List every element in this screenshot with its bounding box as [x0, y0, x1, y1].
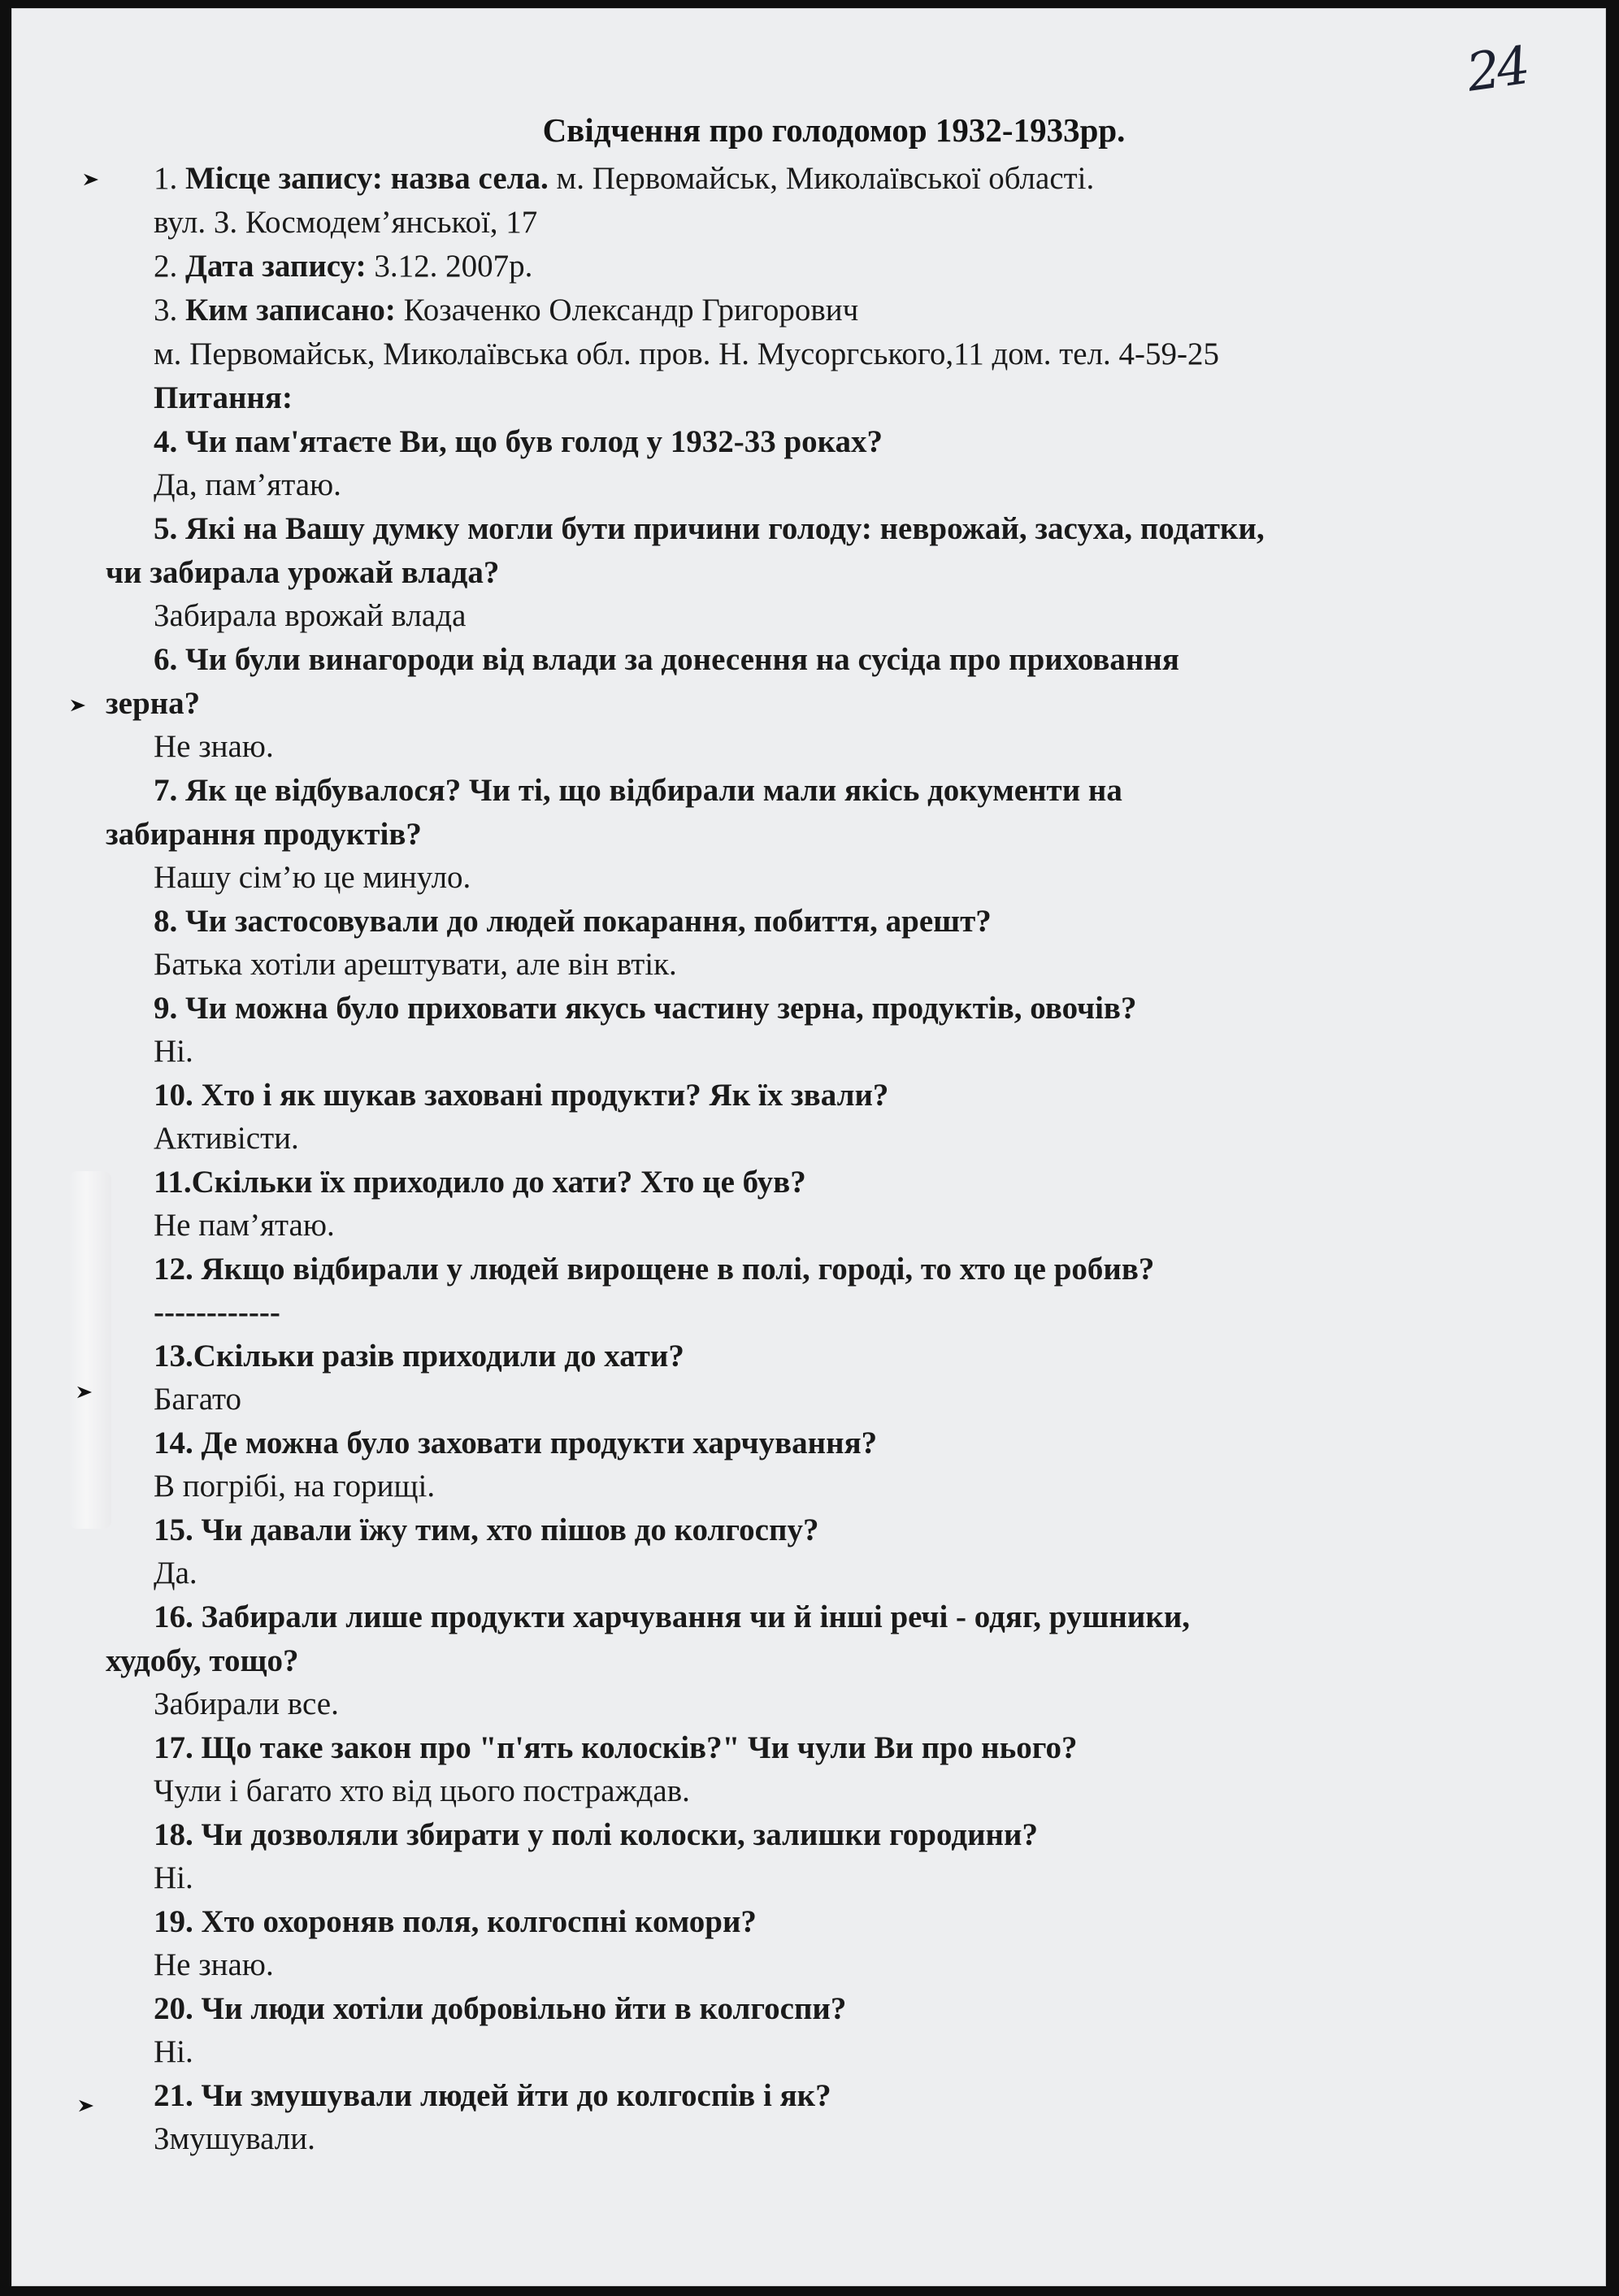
question-6-line2: зерна? [106, 686, 201, 721]
recorded-by-label: Ким записано: [185, 293, 396, 328]
answer-14: В погрібі, на горищі. [154, 1469, 436, 1504]
question-16-line1: 16. Забирали лише продукти харчування чи й інші речі - одяг, рушники, [154, 1599, 1191, 1634]
item-number: 3. [154, 293, 178, 328]
question-9: 9. Чи можна було приховати якусь частину зерна, продуктів, овочів? [154, 991, 1137, 1026]
question-21: 21. Чи змушували людей йти до колгоспів і як? [154, 2078, 831, 2113]
answer-20: Ні. [154, 2034, 193, 2069]
recorded-by-address: м. Первомайськ, Миколаївська обл. пров. Н. Мусоргського,11 дом. тел. 4-59-25 [154, 336, 1220, 371]
answer-6: Не знаю. [154, 729, 274, 764]
answer-12: ------------ [154, 1295, 280, 1330]
answer-11: Не пам’ятаю. [154, 1208, 335, 1243]
answer-19: Не знаю. [154, 1947, 274, 1982]
answer-4: Да, пам’ятаю. [154, 467, 341, 502]
answer-7: Нашу сім’ю це минуло. [154, 860, 471, 895]
item-number: 2. [154, 249, 178, 284]
question-17: 17. Що таке закон про "п'ять колосків?" Чи чули Ви про нього? [154, 1730, 1078, 1765]
answer-16: Забирали все. [154, 1686, 339, 1721]
record-date-label: Дата запису: [185, 249, 367, 284]
question-4: 4. Чи пам'ятаєте Ви, що був голод у 1932-33 роках? [154, 424, 883, 459]
document-body [12, 9, 1606, 2286]
record-place-line [154, 160, 1094, 197]
question-15: 15. Чи давали їжу тим, хто пішов до колгоспу? [154, 1513, 819, 1547]
question-12: 12. Якщо відбирали у людей вирощене в полі, городі, то хто це робив? [154, 1252, 1155, 1287]
answer-17: Чули і багато хто від цього постраждав. [154, 1773, 690, 1808]
question-13: 13.Скільки разів приходили до хати? [154, 1339, 684, 1374]
handwritten-page-number: 24 [1463, 36, 1531, 104]
answer-15: Да. [154, 1556, 197, 1591]
question-5-line2: чи забирала урожай влада? [106, 555, 500, 590]
answer-13: Багато [154, 1382, 242, 1417]
answer-21: Змушували. [154, 2121, 315, 2156]
recorded-by-value: Козаченко Олександр Григорович [403, 293, 859, 328]
record-place-address: вул. З. Космодем’янської, 17 [154, 205, 538, 240]
record-place-label: Місце запису: назва села. [185, 161, 549, 196]
item-number: 1. [154, 161, 178, 196]
question-10: 10. Хто і як шукав заховані продукти? Як їх звали? [154, 1078, 889, 1113]
answer-8: Батька хотіли арештувати, але він втік. [154, 947, 677, 982]
answer-5: Забирала врожай влада [154, 598, 467, 633]
question-18: 18. Чи дозволяли збирати у полі колоски, залишки городини? [154, 1817, 1038, 1852]
question-16-line2: худобу, тощо? [106, 1643, 299, 1678]
question-5-line1: 5. Які на Вашу думку могли бути причини голоду: неврожай, засуха, податки, [154, 511, 1265, 546]
question-8: 8. Чи застосовували до людей покарання, побиття, арешт? [154, 904, 992, 939]
answer-10: Активісти. [154, 1121, 299, 1156]
record-date-value: 3.12. 2007р. [374, 249, 533, 284]
recorded-by-line [154, 292, 858, 329]
record-date-line [154, 248, 532, 285]
record-place-value: м. Первомайськ, Миколаївської області. [556, 161, 1095, 196]
document-page [11, 8, 1606, 2286]
question-7-line1: 7. Як це відбувалося? Чи ті, що відбирали мали якісь документи на [154, 773, 1122, 808]
document-title: Свідчення про голодомор 1932-1933рр. [542, 111, 1126, 149]
question-6-line1: 6. Чи були винагороди від влади за донесення на сусіда про приховання [154, 642, 1179, 677]
question-14: 14. Де можна було заховати продукти харчування? [154, 1426, 878, 1460]
answer-18: Ні. [154, 1860, 193, 1895]
question-7-line2: забирання продуктів? [106, 817, 422, 852]
question-19: 19. Хто охороняв поля, колгоспні комори? [154, 1904, 757, 1939]
answer-9: Ні. [154, 1034, 193, 1069]
question-20: 20. Чи люди хотіли добровільно йти в колгоспи? [154, 1991, 847, 2026]
questions-heading: Питання: [154, 380, 293, 415]
question-11: 11.Скільки їх приходило до хати? Хто це був? [154, 1165, 806, 1200]
